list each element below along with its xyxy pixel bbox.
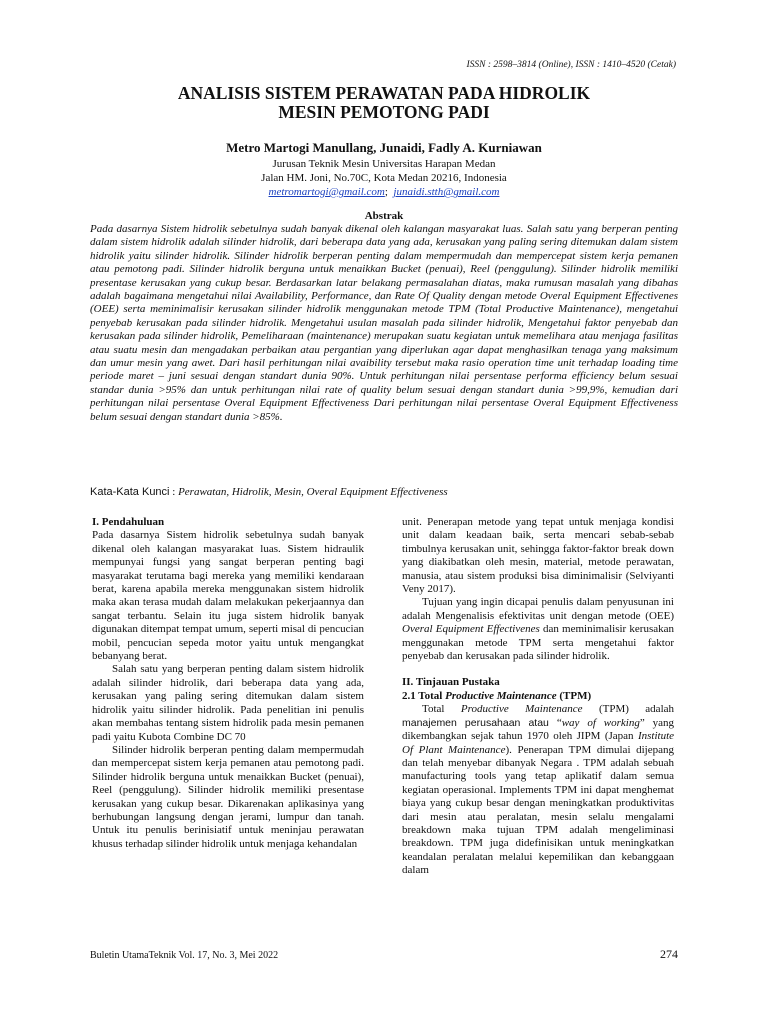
paragraph: unit. Penerapan metode yang tepat untuk menjaga kondisi unit dalam keadaan baik, serta mencari sebab-sebab timbulnya kerusakan unit, sehingga faktor-faktor break down yang diakibatkan oleh mesin, material, metode perawatan, manusia, atau sistem produksi bisa diminimalisir (Selviyanti Veny 2017). (402, 516, 674, 596)
journal-info: Buletin UtamaTeknik Vol. 17, No. 3, Mei 2022 (90, 950, 279, 961)
affiliation-emails (90, 185, 678, 199)
text-run-italic: way of working (561, 716, 640, 729)
text-run: Total (422, 703, 445, 716)
paper-title (90, 84, 678, 122)
text-run: 2.1 Total (402, 689, 443, 702)
text-run: Tujuan yang ingin dicapai penulis dalam penyusunan ini adalah Mengenalisis efektivitas unit dengan metode (OEE) (402, 596, 674, 622)
paragraph: Salah satu yang berperan penting dalam sistem hidrolik adalah silinder hidrolik, dari beberapa data yang ada, kerusakan yang paling sering ditemukan dalam sistem hidrolik yaitu silinder hidrolik. Pada penelitian ini penulis akan membahas tentang sistem hidrolik pada mesin pemanen padi yaitu Kubota Combine DC 70 (92, 663, 364, 743)
paragraph (402, 596, 674, 663)
paragraph (402, 703, 674, 877)
page-number: 274 (660, 947, 678, 961)
affiliation-dept: Jurusan Teknik Mesin Universitas Harapan Medan (272, 158, 496, 170)
text-run-italic: Productive Maintenance (445, 689, 557, 702)
text-run: (TPM) (559, 689, 592, 702)
email-link-2[interactable]: junaidi.stth@gmail.com (393, 186, 500, 198)
keywords (90, 486, 678, 498)
page-footer (90, 947, 678, 961)
text-run-italic: Productive Maintenance (460, 703, 583, 716)
left-column (92, 516, 364, 851)
email-separator: ; (384, 186, 388, 198)
title-line-1: ANALISIS SISTEM PERAWATAN PADA HIDROLIK (177, 83, 591, 103)
title-line-2: MESIN PEMOTONG PADI (278, 102, 490, 122)
section-heading-pendahuluan: I. Pendahuluan (92, 516, 165, 528)
paragraph: Silinder hidrolik berperan penting dalam mempermudah dan mempercepat sistem kerja pemanen atau pemotong padi. Silinder hidrolik berguna untuk menaikkan Bucket (penuai), Reel (penggulung). Silinder hidrolik memiliki presentase kerusakan yang cukup besar. Dikarenakan aplikasinya yang berhubungan langsung dengan jerami, lumpur dan tanah. Untuk itu penulis berinisiatif untuk meninjau perawatan khusus terhadap silinder hidrolik untuk menjaga kehandalan (92, 743, 364, 850)
section-heading-tinjauan: II. Tinjauan Pustaka (402, 676, 500, 689)
paragraph: Pada dasarnya Sistem hidrolik sebetulnya sudah banyak dikenal oleh kalangan masyarakat luas. Sistem hidraulik mempunyai fungsi yang sangat berperan penting bagi masyarakat terutama bagi mereka yang memiliki kendaraan berat, karena apabila mereka menggunakan sistem hidrolik maka akan terasa mudah dalam melakukan pekerjaannya dan sangat terbantu. Selain itu juga sistem hidrolik banyak digunakan ditempat tempat umum, seperti misal di pencucian mobil, pencucian sepeda motor yaitu untuk mengangkat bebanyang berat. (92, 529, 364, 663)
text-run-italic: Overal Equipment Effectivenes (402, 623, 540, 636)
subsection-heading-tpm (402, 690, 674, 703)
text-run-italic: Institute Of Plant Maintenance (402, 730, 675, 756)
text-run: ” yang dikembangkan sejak tahun 1970 oleh JIPM (Japan (402, 716, 675, 743)
affiliation (90, 157, 678, 199)
affiliation-address: Jalan HM. Joni, No.70C, Kota Medan 20216, Indonesia (261, 172, 507, 184)
abstract-text: Pada dasarnya Sistem hidrolik sebetulnya sudah banyak dikenal oleh kalangan masyarakat luas. Salah satu yang berperan penting dalam sistem hidrolik adalah silinder hidrolik, dari beberapa data yang ada, kerusakan yang paling sering ditemukan dalam sistem hidrolik yaitu silinder hidrolik. Silinder hidrolik berperan penting dalam mempermudah dan mempercepat sistem kerja pemanen atau pemotong padi. Silinder hidrolik berguna untuk menaikkan Bucket (penuai), Reel (penggulung). Silinder hidrolik memiliki presentase kerusakan yang cukup besar. Berdasarkan latar belakang permasalahan diatas, maka rumusan masalah yang dibahas adalah bagaimana mengetahui nilai Availability, Performance, dan Rate Of Quality dengan metode Overal Equipment Effectivenes (OEE) serta meminimalisir kerusakan silinder hidrolik menggunakan metode TPM (Total Productive Maintenance), mengetahui penyebab kerusakan pada silinder hidrolik. Mengetahui usulan masalah pada silinder hidrolik, Mengetahui faktor penyebab dan kerusakan pada silinder hidrolik, Pemeliharaan (maintenance) merupakan suatu kegiatan untuk memelihara atau menjaga fasilitas atau suatu mesin dan mengadakan perbaikan atau pergantian yang diperlukan agar dapat menghasilkan tenaga yang maksimum dan umur mesin yang awet. Dari hasil perhitungan nilai avaibility tersebut maka rasio operation time unit terhadap loading time periode maret – juni sesuai dengan standart dunia 90%. Untuk perhitungan nilai persentase performa efficiency belum sesuai standar dunia >95% dan untuk perhitungan nilai rate of quality belum sesuai dengan standart dunia >99,9%, kemudian dari perhitungan nilai persentase Overal Equipment Effectiveness Dari perhitungan nilai persentase Overal Equipment Effectiveness belum sesuai dengan standart dunia >85%. (90, 223, 678, 423)
right-column (402, 516, 674, 878)
keywords-separator: : (169, 486, 179, 498)
keywords-value: Perawatan, Hidrolik, Mesin, Overal Equipment Effectiveness (178, 486, 448, 498)
keywords-label: Kata-Kata Kunci (90, 486, 170, 498)
issn-header: ISSN : 2598–3814 (Online), ISSN : 1410–4520 (Cetak) (466, 60, 676, 70)
text-run: ). Penerapan TPM dimulai dijepang dan telah menyebar dibanyak Negara . TPM adalah sebuah manufacturing tools yang tetap aplikatif dalam semua kegiatan operasional. Implements TPM ini dapat menghemat biaya yang cukup besar dengan meningkatkan produktivitas dari mesin atau peralatan, mesin selalu mengalami breakdown maka tujuan TPM adalah mengeliminasi breakdown. TPM juga didefinisikan untuk meningkatkan keandalan peralatan melalui kepemilikan dan kebanggaan dalam (402, 743, 674, 877)
text-run: dan meminimalisir kerusakan menggunakan metode TPM serta mengetahui faktor penyebab dan kerusakan pada silinder hidrolik. (402, 623, 674, 663)
text-run: (TPM) adalah (598, 703, 675, 716)
text-run-sans: manajemen perusahaan atau (402, 716, 549, 729)
authors: Metro Martogi Manullang, Junaidi, Fadly A. Kurniawan (226, 140, 542, 155)
text-run: “ (556, 716, 562, 729)
abstract-heading: Abstrak (364, 210, 404, 222)
email-link-1[interactable]: metromartogi@gmail.com (268, 186, 385, 198)
